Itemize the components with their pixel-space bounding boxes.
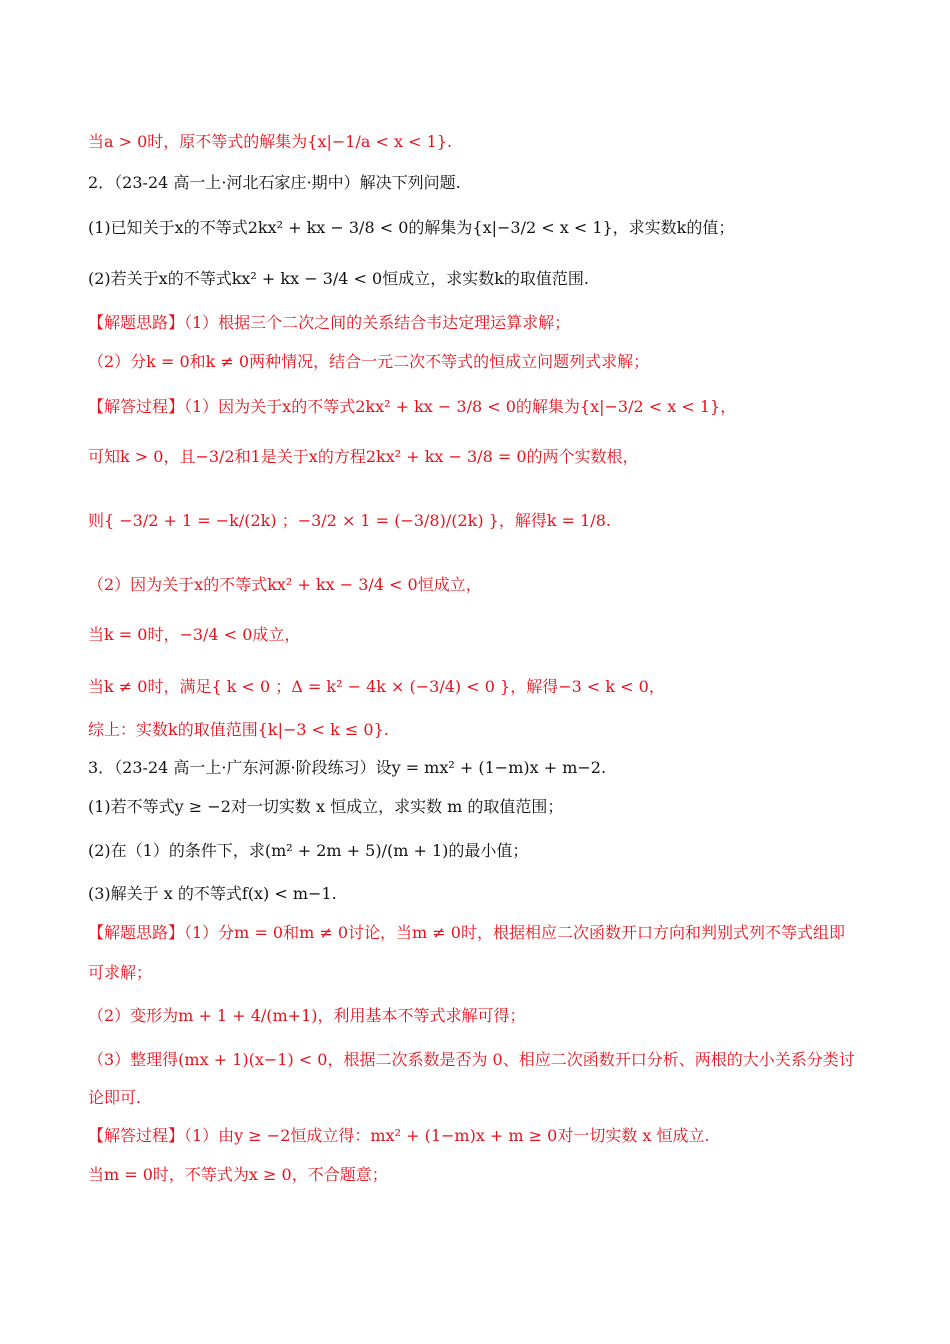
question-line: (1)已知关于x的不等式2kx² + kx − 3/8 < 0的解集为{x|−3/2 < x < 1}，求实数k的值； (88, 218, 735, 237)
problem-heading: 2．（23-24 高一上·河北石家庄·期中）解决下列问题. (88, 173, 461, 192)
text-line: 综上：实数k的取值范围{k|−3 < k ≤ 0}. (88, 720, 389, 739)
solution-process: 【解答过程】（1）由y ≥ −2恒成立得：mx² + (1−m)x + m ≥ 0对一切实数 x 恒成立. (88, 1126, 710, 1145)
question-line: (2)在（1）的条件下，求(m² + 2m + 5)/(m + 1)的最小值； (88, 841, 529, 860)
text-line: （3）整理得(mx + 1)(x−1) < 0，根据二次系数是否为 0、相应二次函数开口分析、两根的大小关系分类讨 (88, 1050, 855, 1069)
solution-idea: 【解题思路】（1）根据三个二次之间的关系结合韦达定理运算求解； (88, 313, 571, 332)
text-line: 可知k > 0，且−3/2和1是关于x的方程2kx² + kx − 3/8 = 0的两个实数根， (88, 447, 639, 466)
question-line: (2)若关于x的不等式kx² + kx − 3/4 < 0恒成立，求实数k的取值范围. (88, 269, 589, 288)
solution-idea: 【解题思路】（1）分m = 0和m ≠ 0讨论，当m ≠ 0时，根据相应二次函数开口方向和判别式列不等式组即 (88, 923, 845, 942)
text-line: 当k ≠ 0时，满足{ k < 0 ；Δ = k² − 4k × (−3/4) < 0 }，解得−3 < k < 0， (88, 677, 665, 696)
text-line: 可求解； (88, 963, 153, 982)
solution-process: 【解答过程】（1）因为关于x的不等式2kx² + kx − 3/8 < 0的解集为{x|−3/2 < x < 1}， (88, 397, 737, 416)
text-line: 论即可. (88, 1088, 142, 1107)
text-line: 则{ −3/2 + 1 = −k/(2k) ；−3/2 × 1 = (−3/8)/(2k) }，解得k = 1/8. (88, 511, 611, 530)
question-line: (3)解关于 x 的不等式f(x) < m−1. (88, 884, 337, 903)
text-line: 当a > 0时，原不等式的解集为{x|−1/a < x < 1}. (88, 132, 453, 151)
solution-idea: （2）分k = 0和k ≠ 0两种情况，结合一元二次不等式的恒成立问题列式求解； (88, 352, 650, 371)
text-line: （2）变形为m + 1 + 4/(m+1)，利用基本不等式求解可得； (88, 1006, 526, 1025)
text-line: （2）因为关于x的不等式kx² + kx − 3/4 < 0恒成立， (88, 575, 482, 594)
text-line: 当m = 0时，不等式为x ≥ 0，不合题意； (88, 1165, 388, 1184)
text-line: 当k = 0时，−3/4 < 0成立， (88, 625, 301, 644)
question-line: (1)若不等式y ≥ −2对一切实数 x 恒成立，求实数 m 的取值范围； (88, 797, 564, 816)
problem-heading: 3．（23-24 高一上·广东河源·阶段练习）设y = mx² + (1−m)x + m−2. (88, 758, 607, 777)
